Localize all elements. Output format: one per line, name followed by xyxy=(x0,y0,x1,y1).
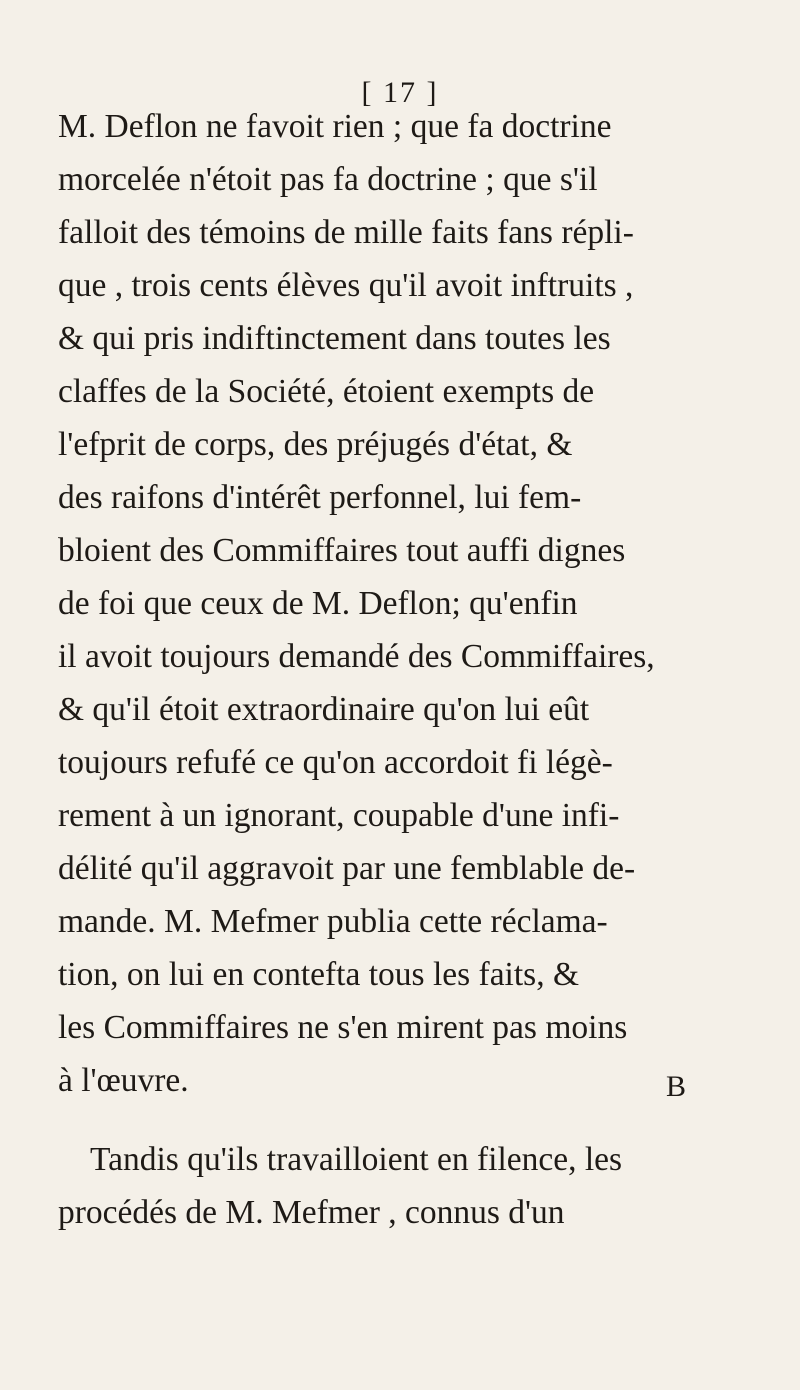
page-number-header: [ 17 ] xyxy=(361,76,439,109)
text-line: falloit des témoins de mille faits fans répli- xyxy=(58,214,634,251)
text-line: de foi que ceux de M. Deflon; qu'enfin xyxy=(58,585,578,622)
text-line: les Commiffaires ne s'en mirent pas moins xyxy=(58,1009,628,1046)
text-line: délité qu'il aggravoit par une femblable de- xyxy=(58,850,636,887)
text-line: & qu'il étoit extraordinaire qu'on lui eût xyxy=(58,691,590,728)
paragraph-2 xyxy=(58,1133,774,1239)
text-line: procédés de M. Mefmer , connus d'un xyxy=(58,1194,565,1231)
text-line: toujours refufé ce qu'on accordoit fi légè- xyxy=(58,744,613,781)
body-text xyxy=(58,100,774,1239)
text-line: Tandis qu'ils travailloient en filence, les xyxy=(90,1141,623,1178)
paragraph-1 xyxy=(58,100,774,1107)
text-line: claffes de la Société, étoient exempts de xyxy=(58,373,595,410)
text-line: mande. M. Mefmer publia cette réclama- xyxy=(58,903,608,940)
text-line: & qui pris indiftinctement dans toutes les xyxy=(58,320,611,357)
signature-mark xyxy=(0,1070,800,1104)
signature-letter: B xyxy=(665,1070,686,1103)
paragraph-gap xyxy=(58,1107,774,1133)
text-line: des raifons d'intérêt perfonnel, lui fem- xyxy=(58,479,582,516)
text-line: à l'œuvre. xyxy=(58,1062,189,1099)
text-line: l'efprit de corps, des préjugés d'état, & xyxy=(58,426,573,463)
text-line: bloient des Commiffaires tout auffi dignes xyxy=(58,532,626,569)
text-line: rement à un ignorant, coupable d'une infi- xyxy=(58,797,620,834)
text-line: morcelée n'étoit pas fa doctrine ; que s'il xyxy=(58,161,598,198)
text-line: il avoit toujours demandé des Commiffaires, xyxy=(58,638,655,675)
text-line: que , trois cents élèves qu'il avoit inftruits , xyxy=(58,267,634,304)
text-line: M. Deflon ne favoit rien ; que fa doctrine xyxy=(58,108,612,145)
text-line: tion, on lui en contefta tous les faits, & xyxy=(58,956,580,993)
